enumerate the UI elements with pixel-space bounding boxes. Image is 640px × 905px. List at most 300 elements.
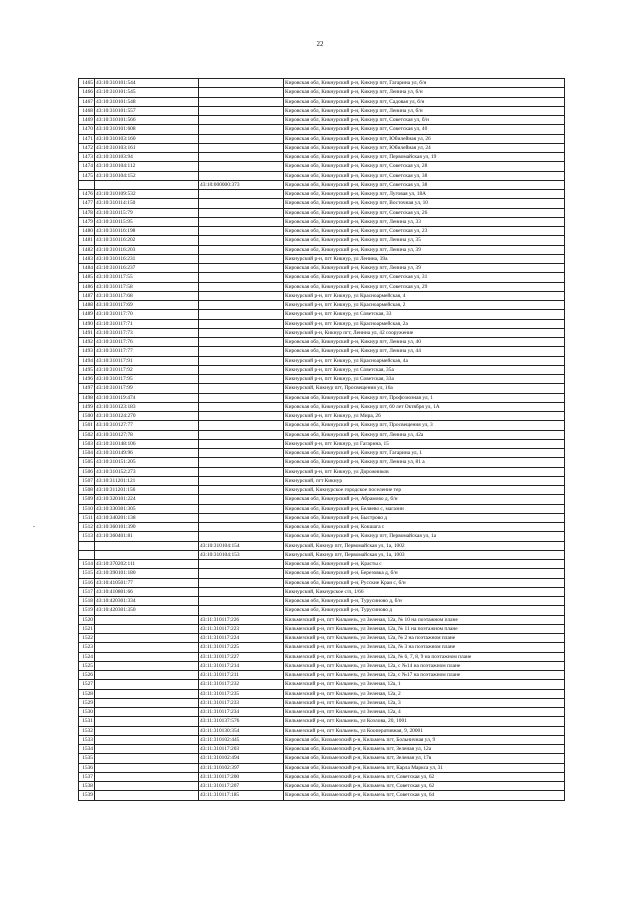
cadastral-number-cell: 43:10:310127:78 [95, 430, 199, 439]
related-cadastral-number-cell [199, 439, 284, 448]
table-row [79, 680, 565, 689]
address-cell: Кильмезский р-н, пгт Кильмезь, ул Зеленая, 12а, 4 [284, 708, 565, 717]
row-number-cell: 1468 [79, 106, 95, 115]
table-row [79, 347, 565, 356]
row-number-cell: 1470 [79, 125, 95, 134]
address-cell: Кировская обл, Кикнурский р-н, Кикнур пгт, 60 лет Октября ул, 1А [284, 402, 565, 411]
row-number-cell: 1472 [79, 143, 95, 152]
related-cadastral-number-cell [199, 291, 284, 300]
address-cell: Кикнурский р-н, пгт Кикнур, ул Красноармейская, 4 [284, 291, 565, 300]
related-cadastral-number-cell [199, 134, 284, 143]
table-row [79, 560, 565, 569]
cadastral-number-cell: 43:10:310151:205 [95, 458, 199, 467]
related-cadastral-number-cell [199, 476, 284, 485]
address-cell: Кировская обл, Кикнурский р-н, Кикнур пгт, Луговая ул, 18А [284, 190, 565, 199]
address-cell: Кировская обл, Кикнурский р-н, Березовка д, б/н [284, 569, 565, 578]
address-cell: Кировская обл, Кильмезский р-н, Кильмезь пгт, Советская ул, 62 [284, 772, 565, 781]
address-cell: Кикнурский, Кикнурское городское поселение тер [284, 486, 565, 495]
table-row [79, 587, 565, 596]
row-number-cell: 1526 [79, 671, 95, 680]
row-number-cell: 1469 [79, 116, 95, 125]
row-number-cell: 1497 [79, 384, 95, 393]
cadastral-number-cell: 43:10:410501:77 [95, 578, 199, 587]
row-number-cell: 1514 [79, 560, 95, 569]
table-row [79, 578, 565, 587]
table-row [79, 208, 565, 217]
table-row [79, 597, 565, 606]
cadastral-number-cell [95, 680, 199, 689]
related-cadastral-number-cell [199, 190, 284, 199]
table-row [79, 421, 565, 430]
row-number-cell: 1520 [79, 615, 95, 624]
cadastral-number-cell: 43:10:310101:557 [95, 106, 199, 115]
cadastral-number-cell [95, 541, 199, 550]
row-number-cell: 1521 [79, 624, 95, 633]
cadastral-number-cell: 43:10:310116:237 [95, 264, 199, 273]
table-row [79, 782, 565, 791]
related-cadastral-number-cell: 43:11:310117:223 [199, 624, 284, 633]
address-cell: Кировская обл, Кикнурский р-н, Кикнур пгт, Юбилейная ул, 24 [284, 143, 565, 152]
row-number-cell: 1494 [79, 356, 95, 365]
cadastral-number-cell: 43:10:310116:231 [95, 254, 199, 263]
address-cell: Кировская обл, Кикнурский р-н, Турусиново д [284, 606, 565, 615]
address-cell: Кировская обл, Кильмезский р-н, Кильмезь пгт, Зеленая ул, 17в [284, 754, 565, 763]
address-cell: Кировская обл, Кикнурский р-н, Кикнур пгт, Юбилейная ул, 26 [284, 134, 565, 143]
table-row [79, 439, 565, 448]
cadastral-number-cell: 43:10:310117:55 [95, 273, 199, 282]
related-cadastral-number-cell [199, 208, 284, 217]
cadastral-number-cell: 43:10:310104:112 [95, 162, 199, 171]
cadastral-number-cell [95, 615, 199, 624]
row-number-cell: 1532 [79, 726, 95, 735]
row-number-cell: 1537 [79, 772, 95, 781]
row-number-cell: 1481 [79, 236, 95, 245]
related-cadastral-number-cell [199, 245, 284, 254]
cadastral-number-cell: 43:10:420301:350 [95, 606, 199, 615]
row-number-cell: 1507 [79, 476, 95, 485]
table-row [79, 171, 565, 180]
cadastral-number-cell [95, 708, 199, 717]
table-row [79, 106, 565, 115]
related-cadastral-number-cell: 43:10:000000:373 [199, 180, 284, 189]
address-cell: Кикнурский р-н, пгт Кикнур, ул Мира, 26 [284, 412, 565, 421]
related-cadastral-number-cell: 43:11:310117:227 [199, 652, 284, 661]
address-cell: Кировская обл, Кикнурский р-н, Кикнур пгт, Ленина ул, 33 [284, 217, 565, 226]
table-row [79, 541, 565, 550]
row-number-cell: 1489 [79, 310, 95, 319]
table-row [79, 97, 565, 106]
related-cadastral-number-cell [199, 282, 284, 291]
address-cell: Кировская обл, Кикнурский р-н, Кикнур пгт, Советская ул, 40 [284, 125, 565, 134]
table-row [79, 384, 565, 393]
table-row [79, 708, 565, 717]
address-cell: Кильмезский р-н, пгт Кильмезь, ул Зеленая, 12а, № 3 на поэтажном плане [284, 643, 565, 652]
table-row [79, 763, 565, 772]
row-number-cell: 1527 [79, 680, 95, 689]
address-cell: Кировская обл, Кикнурский р-н, Абрамово д, б/н [284, 495, 565, 504]
cadastral-number-cell [95, 726, 199, 735]
row-number-cell: 1478 [79, 208, 95, 217]
related-cadastral-number-cell: 43:11:310117:200 [199, 772, 284, 781]
cadastral-number-cell: 43:10:310116:202 [95, 236, 199, 245]
table-row [79, 458, 565, 467]
address-cell: Кировская обл, Кикнурский р-н, Кикнур пгт, Первомайская ул, 1а [284, 532, 565, 541]
row-number-cell: 1535 [79, 754, 95, 763]
cadastral-number-cell [95, 180, 199, 189]
row-number-cell: 1505 [79, 458, 95, 467]
address-cell: Кильмезский р-н, пгт Кильмезь, ул Зеленая, 12а, с №17 на поэтажном плане [284, 671, 565, 680]
cadastral-number-cell: 43:10:310114:150 [95, 199, 199, 208]
related-cadastral-number-cell [199, 504, 284, 513]
table-row [79, 467, 565, 476]
table-row [79, 245, 565, 254]
address-cell: Кировская обл, Кикнурский р-н, Кикнур пгт, Ленина ул, 40 [284, 338, 565, 347]
row-number-cell: 1474 [79, 162, 95, 171]
address-cell: Кикнурский, Кикнур пгт, Первомайская ул, 1а, 1003 [284, 550, 565, 559]
address-cell: Кировская обл, Кикнурский р-н, Кикнур пгт, Ленина ул, 39 [284, 245, 565, 254]
address-cell: Кикнурский р-н, пгт Кикнур, ул Советская, 33 [284, 310, 565, 319]
row-number-cell [79, 550, 95, 559]
address-cell: Кировская обл, Кикнурский р-н, Кикнур пгт, Первомайская ул, 19 [284, 153, 565, 162]
address-cell: Кировская обл, Кикнурский р-н, Кикнур пгт, Ленина ул, 81 а [284, 458, 565, 467]
row-number-cell: 1485 [79, 273, 95, 282]
cadastral-number-cell [95, 745, 199, 754]
table-row [79, 643, 565, 652]
table-row [79, 153, 565, 162]
related-cadastral-number-cell [199, 143, 284, 152]
cadastral-number-cell: 43:10:310103:160 [95, 134, 199, 143]
related-cadastral-number-cell [199, 606, 284, 615]
related-cadastral-number-cell [199, 301, 284, 310]
cadastral-number-cell: 43:10:310101:544 [95, 79, 199, 88]
cadastral-number-cell: 43:10:310101:566 [95, 116, 199, 125]
cadastral-number-cell: 43:10:310117:73 [95, 328, 199, 337]
address-cell: Кикнурский р-н, Кикнур пгт, Ленина ул, 42 сооружение [284, 328, 565, 337]
related-cadastral-number-cell [199, 421, 284, 430]
table-row [79, 143, 565, 152]
cadastral-number-cell: 43:10:310117:58 [95, 282, 199, 291]
row-number-cell: 1495 [79, 365, 95, 374]
address-cell: Кировская обл, Кикнурский р-н, Кикнур пгт, Профсоюзная ул, 1 [284, 393, 565, 402]
related-cadastral-number-cell [199, 449, 284, 458]
address-cell: Кикнурский р-н, пгт Кикнур, ул Красноармейская, 2а [284, 319, 565, 328]
related-cadastral-number-cell [199, 495, 284, 504]
address-cell: Кировская обл, Кикнурский р-н, Кикнур пгт, Советская ул, 29 [284, 282, 565, 291]
row-number-cell: 1484 [79, 264, 95, 273]
cadastral-number-cell: 43:10:310124:270 [95, 412, 199, 421]
table-row [79, 180, 565, 189]
page-number: 22 [316, 40, 324, 48]
table-row [79, 301, 565, 310]
related-cadastral-number-cell [199, 532, 284, 541]
related-cadastral-number-cell: 43:11:310117:214 [199, 661, 284, 670]
cadastral-number-cell [95, 772, 199, 781]
row-number-cell: 1493 [79, 347, 95, 356]
address-cell: Кикнурский р-н, пгт Кикнур, ул Красноармейская, 4а [284, 356, 565, 365]
cadastral-number-cell: 43:10:310123:183 [95, 402, 199, 411]
table-row [79, 745, 565, 754]
table-row [79, 236, 565, 245]
related-cadastral-number-cell [199, 375, 284, 384]
table-row [79, 615, 565, 624]
table-row [79, 412, 565, 421]
table-row [79, 652, 565, 661]
cadastral-number-cell: 43:10:310104:152 [95, 171, 199, 180]
related-cadastral-number-cell: 43:10:310104:153 [199, 550, 284, 559]
table-row [79, 717, 565, 726]
address-cell: Кировская обл, Кикнурский р-н, Турусиново д, б/н [284, 597, 565, 606]
related-cadastral-number-cell: 43:11:310117:225 [199, 643, 284, 652]
related-cadastral-number-cell: 43:11:310117:234 [199, 708, 284, 717]
table-row [79, 190, 565, 199]
cadastral-number-cell: 43:10:410801:66 [95, 587, 199, 596]
address-cell: Кикнурский р-н, пгт Кикнур, ул Красноармейская, 2 [284, 301, 565, 310]
cadastral-number-cell: 43:10:310115:79 [95, 208, 199, 217]
cadastral-number-cell [95, 661, 199, 670]
address-cell: Кировская обл, Кикнурский р-н, Кикнур пгт, Ленина ул, 42а [284, 430, 565, 439]
cadastral-number-cell [95, 791, 199, 800]
related-cadastral-number-cell [199, 162, 284, 171]
table-row [79, 134, 565, 143]
cadastral-number-cell: 43:10:310119:474 [95, 393, 199, 402]
related-cadastral-number-cell [199, 578, 284, 587]
cadastral-number-cell [95, 782, 199, 791]
table-body [79, 79, 565, 801]
address-cell: Кировская обл, Кикнурский р-н, Кикнур пгт, Советская ул, 26 [284, 208, 565, 217]
cadastral-number-cell: 43:10:370202:111 [95, 560, 199, 569]
address-cell: Кировская обл, Кикнурский р-н, Кикнур пгт, Ленина ул, 39 [284, 264, 565, 273]
table-row [79, 282, 565, 291]
related-cadastral-number-cell [199, 171, 284, 180]
address-cell: Кировская обл, Кикнурский р-н, Быстрово д [284, 513, 565, 522]
address-cell: Кировская обл, Кикнурский р-н, Кикнур пгт, Ленина ул, 35 [284, 236, 565, 245]
related-cadastral-number-cell [199, 273, 284, 282]
address-cell: Кикнурский р-н, пгт Кикнур, ул Советская, 33а [284, 375, 565, 384]
related-cadastral-number-cell [199, 393, 284, 402]
related-cadastral-number-cell: 43:11:310117:226 [199, 615, 284, 624]
row-number-cell: 1504 [79, 449, 95, 458]
cadastral-number-cell: 43:10:310115:95 [95, 217, 199, 226]
cadastral-number-cell [95, 689, 199, 698]
table-row [79, 504, 565, 513]
row-number-cell: 1515 [79, 569, 95, 578]
table-row [79, 338, 565, 347]
related-cadastral-number-cell: 43:11:310102:494 [199, 754, 284, 763]
cadastral-number-cell [95, 550, 199, 559]
row-number-cell: 1482 [79, 245, 95, 254]
address-cell: Кировская обл, Кикнурский р-н, Кикнур пгт, Советская ул, 31 [284, 273, 565, 282]
table-row [79, 698, 565, 707]
related-cadastral-number-cell [199, 347, 284, 356]
row-number-cell: 1522 [79, 634, 95, 643]
table-row [79, 402, 565, 411]
address-cell: Кильмезский р-н, пгт Кильмезь, ул Зеленая, 12а, с №14 на поэтажном плане [284, 661, 565, 670]
table-row [79, 393, 565, 402]
address-cell: Кировская обл, Кильмезский р-н, Кильмезь пгт, Советская ул, 62 [284, 782, 565, 791]
address-cell: Кировская обл, Кикнурский р-н, Красты с [284, 560, 565, 569]
row-number-cell [79, 541, 95, 550]
row-number-cell: 1529 [79, 698, 95, 707]
cadastral-number-cell: 43:10:360401:81 [95, 532, 199, 541]
row-number-cell: 1538 [79, 782, 95, 791]
related-cadastral-number-cell: 43:11:310117:224 [199, 634, 284, 643]
related-cadastral-number-cell: 43:11:310117:232 [199, 680, 284, 689]
row-number-cell: 1476 [79, 190, 95, 199]
row-number-cell: 1491 [79, 328, 95, 337]
row-number-cell: 1506 [79, 467, 95, 476]
related-cadastral-number-cell [199, 310, 284, 319]
related-cadastral-number-cell [199, 513, 284, 522]
table-row [79, 735, 565, 744]
related-cadastral-number-cell [199, 79, 284, 88]
table-row [79, 791, 565, 800]
related-cadastral-number-cell [199, 523, 284, 532]
address-cell: Кильмезский р-н, пгт Кильмезь, ул Зеленая, 12а, 1 [284, 680, 565, 689]
row-number-cell: 1467 [79, 97, 95, 106]
related-cadastral-number-cell [199, 597, 284, 606]
cadastral-number-cell [95, 698, 199, 707]
related-cadastral-number-cell: 43:11:310117:233 [199, 698, 284, 707]
cadastral-number-cell: 43:10:310117:76 [95, 338, 199, 347]
row-number-cell: 1516 [79, 578, 95, 587]
table-row [79, 199, 565, 208]
table-row [79, 476, 565, 485]
row-number-cell: 1509 [79, 495, 95, 504]
address-cell: Кикнурский, Кикнурское с/п, 1/66 [284, 587, 565, 596]
related-cadastral-number-cell [199, 153, 284, 162]
table-row [79, 264, 565, 273]
related-cadastral-number-cell [199, 236, 284, 245]
row-number-cell: 1539 [79, 791, 95, 800]
cadastral-number-cell: 43:10:310103:161 [95, 143, 199, 152]
related-cadastral-number-cell [199, 227, 284, 236]
table-row [79, 430, 565, 439]
row-number-cell: 1492 [79, 338, 95, 347]
row-number-cell: 1525 [79, 661, 95, 670]
related-cadastral-number-cell [199, 116, 284, 125]
row-number-cell: 1465 [79, 79, 95, 88]
cadastral-number-cell [95, 652, 199, 661]
cadastral-number-cell [95, 717, 199, 726]
table-row [79, 532, 565, 541]
row-number-cell: 1536 [79, 763, 95, 772]
table-row [79, 328, 565, 337]
row-number-cell: 1498 [79, 393, 95, 402]
address-cell: Кикнурский р-н, пгт Кикнур, ул Ленина, 39а [284, 254, 565, 263]
table-row [79, 726, 565, 735]
row-number-cell: 1517 [79, 587, 95, 596]
row-number-cell: 1534 [79, 745, 95, 754]
table-row [79, 495, 565, 504]
related-cadastral-number-cell: 43:11:310102:397 [199, 763, 284, 772]
row-number-cell: 1471 [79, 134, 95, 143]
row-number-cell: 1473 [79, 153, 95, 162]
row-number-cell: 1466 [79, 88, 95, 97]
row-number-cell: 1513 [79, 532, 95, 541]
table-row [79, 606, 565, 615]
address-cell: Кировская обл, Кикнурский р-н, Кикнур пгт, Советская ул, б/н [284, 116, 565, 125]
related-cadastral-number-cell [199, 264, 284, 273]
related-cadastral-number-cell: 43:11:310117:203 [199, 745, 284, 754]
related-cadastral-number-cell [199, 217, 284, 226]
row-number-cell: 1511 [79, 513, 95, 522]
cadastral-number-cell: 43:10:310149:96 [95, 449, 199, 458]
row-number-cell: 1477 [79, 199, 95, 208]
address-cell: Кировская обл, Кикнурский р-н, Кикнур пгт, Ленина ул, б/н [284, 88, 565, 97]
property-table [78, 78, 565, 801]
row-number-cell: 1488 [79, 301, 95, 310]
row-number-cell: 1512 [79, 523, 95, 532]
related-cadastral-number-cell [199, 338, 284, 347]
address-cell: Кировская обл, Кильмезский р-н, Кильмезь пгт, Больничная ул, 9 [284, 735, 565, 744]
related-cadastral-number-cell [199, 384, 284, 393]
cadastral-number-cell: 43:10:330301:305 [95, 504, 199, 513]
address-cell: Кировская обл, Кикнурский р-н, Кикнур пгт, Гагарина ул, 1 [284, 449, 565, 458]
address-cell: Кировская обл, Кикнурский р-н, Кикнур пгт, Ленина ул, б/н [284, 106, 565, 115]
related-cadastral-number-cell [199, 412, 284, 421]
related-cadastral-number-cell [199, 569, 284, 578]
table-row [79, 319, 565, 328]
address-cell: Кировская обл, Кильмезский р-н, Кильмезь пгт, Зеленая ул, 12а [284, 745, 565, 754]
table-row [79, 689, 565, 698]
cadastral-number-cell: 43:10:310127:77 [95, 421, 199, 430]
table-row [79, 486, 565, 495]
table-row [79, 671, 565, 680]
row-number-cell: 1510 [79, 504, 95, 513]
related-cadastral-number-cell: 43:11:310137:576 [199, 717, 284, 726]
related-cadastral-number-cell [199, 254, 284, 263]
cadastral-number-cell [95, 754, 199, 763]
cadastral-number-cell: 43:10:310117:68 [95, 291, 199, 300]
address-cell: Кильмезский р-н, пгт Кильмезь, ул Зеленая, 12а, № 10 на поэтажном плане [284, 615, 565, 624]
cadastral-number-cell: 43:10:310117:95 [95, 375, 199, 384]
related-cadastral-number-cell: 43:11:310117:185 [199, 791, 284, 800]
table-row [79, 254, 565, 263]
address-cell: Кикнурский, Кикнур пгт, Просвещения ул, 16а [284, 384, 565, 393]
address-cell: Кировская обл, Кикнурский р-н, Русские Краи с, б/н [284, 578, 565, 587]
related-cadastral-number-cell: 43:10:310104:154 [199, 541, 284, 550]
cadastral-number-cell: 43:10:390101:180 [95, 569, 199, 578]
table-row [79, 624, 565, 633]
related-cadastral-number-cell: 43:11:310117:211 [199, 671, 284, 680]
table-row [79, 291, 565, 300]
row-number-cell: 1523 [79, 643, 95, 652]
address-cell: Кировская обл, Кикнурский р-н, Беляево с, магазин [284, 504, 565, 513]
cadastral-number-cell: 43:10:310103:94 [95, 153, 199, 162]
related-cadastral-number-cell [199, 97, 284, 106]
table-row [79, 116, 565, 125]
address-cell: Кировская обл, Кикнурский р-н, Кикнур пгт, Советская ул, 38 [284, 180, 565, 189]
cadastral-number-cell: 43:10:320101:224 [95, 495, 199, 504]
table-row [79, 523, 565, 532]
table-row [79, 227, 565, 236]
related-cadastral-number-cell [199, 560, 284, 569]
cadastral-number-cell: 43:10:311201:156 [95, 486, 199, 495]
table-row [79, 88, 565, 97]
address-cell: Кикнурский р-н, пгт Кикнур, ул Советская, 35а [284, 365, 565, 374]
table-row [79, 772, 565, 781]
address-cell: Кильмезский р-н, пгт Кильмезь, ул Зеленая, 12а, 3 [284, 698, 565, 707]
table-row [79, 365, 565, 374]
address-cell: Кировская обл, Кикнурский р-н, Кикнур пгт, Восточная ул, 10 [284, 199, 565, 208]
address-cell: Кировская обл, Кикнурский р-н, Кикнур пгт, Советская ул, 38 [284, 171, 565, 180]
table-row [79, 550, 565, 559]
cadastral-number-cell: 43:10:310117:91 [95, 356, 199, 365]
cadastral-number-cell: 43:10:310117:99 [95, 384, 199, 393]
cadastral-number-cell: 43:10:310117:71 [95, 319, 199, 328]
table-row [79, 162, 565, 171]
address-cell: Кировская обл, Кикнурский р-н, Кикнур пгт, Гагарина ул, б/н [284, 79, 565, 88]
